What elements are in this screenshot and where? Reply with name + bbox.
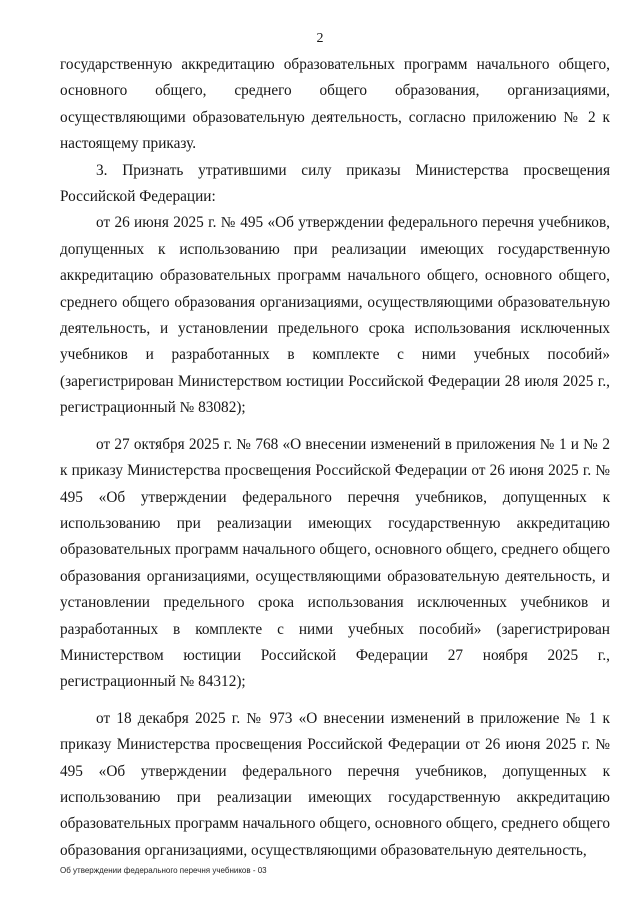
paragraph-order-495: от 26 июня 2025 г. № 495 «Об утверждении федерального перечня учебников, допущенных к использованию при реализации имеющих государственную аккредитацию образовательных программ начального общего, основного общего, среднего общего образования организациями, осуществляющими образовательную деятельность, и установлении предельного срока использования исключенных учебников и разработанных в комплекте с ними учебных пособий» (зарегистрирован Министерством юстиции Российской Федерации 28 июля 2025 г., регистрационный № 83082);: [60, 214, 610, 417]
page-footer: Об утверждении федерального перечня учебников - 03: [60, 866, 267, 875]
document-body: [60, 52, 610, 864]
paragraph-order-768: от 27 октября 2025 г. № 768 «О внесении изменений в приложения № 1 и № 2 к приказу Министерства просвещения Российской Федерации от 26 июня 2025 г. № 495 «Об утверждении федерального перечня учебников, допущенных к использованию при реализации имеющих государственную аккредитацию образовательных программ начального общего, основного общего, среднего общего образования организациями, осуществляющими образовательную деятельность, и установлении предельного срока использования исключенных учебников и разработанных в комплекте с ними учебных пособий» (зарегистрирован Министерством юстиции Российской Федерации 27 ноября 2025 г., регистрационный № 84312);: [60, 435, 610, 691]
page-number: 2: [316, 31, 324, 46]
paragraph-order-973: от 18 декабря 2025 г. № 973 «О внесении изменений в приложение № 1 к приказу Министерства просвещения Российской Федерации от 26 июня 2025 г. № 495 «Об утверждении федерального перечня учебников, допущенных к использованию при реализации имеющих государственную аккредитацию образовательных программ начального общего, основного общего, среднего общего образования организациями, осуществляющими образовательную деятельность,: [60, 709, 610, 859]
paragraph-item-3: 3. Признать утратившими силу приказы Министерства просвещения Российской Федерации:: [60, 161, 610, 206]
paragraph-continuation: государственную аккредитацию образовательных программ начального общего, основного общего, среднего общего образования, организациями, осуществляющими образовательную деятельность, согласно приложению № 2 к настоящему приказу.: [60, 56, 610, 153]
